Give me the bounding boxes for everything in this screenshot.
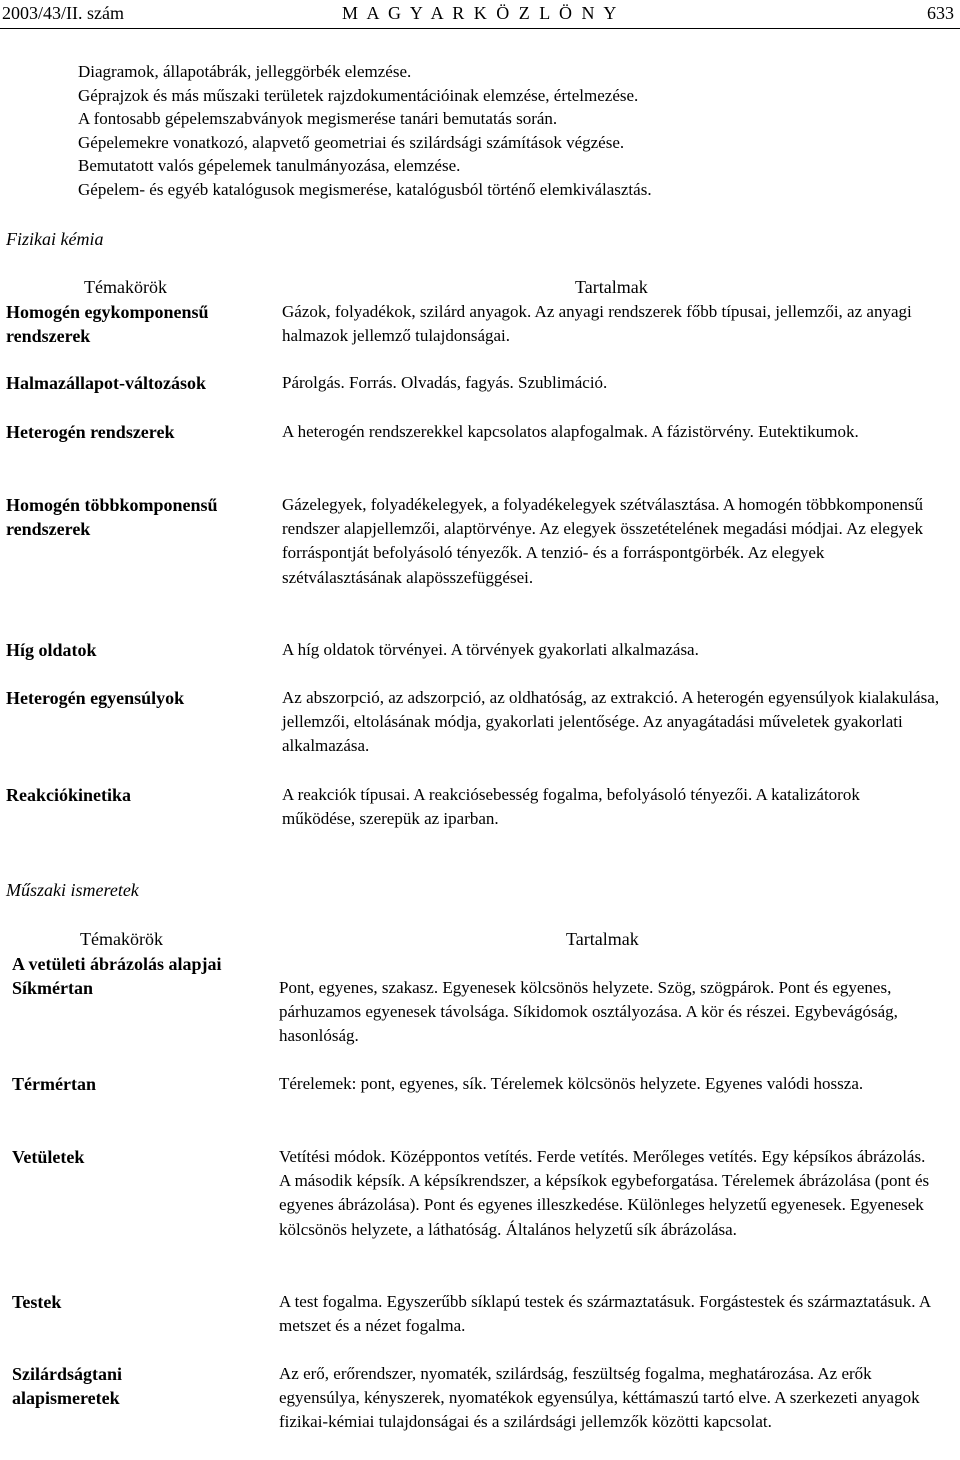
content-cell: Az erő, erőrendszer, nyomaték, szilárdság, feszültség fogalma, meghatározása. Az erők egyensúlya, kényszerek, nyomatékok egyensúlya, kéttámaszú tartó elve. A szerkezeti anyagok fizikai-kémiai tulajdonságai és a szilárdsági jellemzők közötti kapcsolat. (279, 1364, 920, 1432)
topic-cell: Híg oldatok (6, 640, 97, 660)
intro-line: Bemutatott valós gépelemek tanulmányozása, elemzése. (78, 156, 461, 175)
header-rule (0, 28, 960, 29)
content-cell: A reakciók típusai. A reakciósebesség fogalma, befolyásoló tényezői. A katalizátorok működése, szerepük az iparban. (282, 785, 860, 829)
header-journal-title: M A G Y A R K Ö Z L Ö N Y (342, 3, 619, 23)
intro-list (78, 60, 652, 201)
content-cell: A híg oldatok törvényei. A törvények gyakorlati alkalmazása. (282, 640, 699, 659)
section-title-muszaki-ismeretek: Műszaki ismeretek (6, 880, 139, 900)
content-cell: Az abszorpció, az adszorpció, az oldhatóság, az extrakció. A heterogén egyensúlyok kialakulása, jellemzői, eltolásának módja, gyakorlati jelentősége. Az anyagátadási műveletek gyakorlati alkalmazása. (282, 688, 940, 756)
content-cell: A heterogén rendszerekkel kapcsolatos alapfogalmak. A fázistörvény. Eutektikumok. (282, 422, 859, 441)
topic-cell: Homogén többkomponensű rendszerek (6, 495, 218, 539)
content-cell: Vetítési módok. Középpontos vetítés. Ferde vetítés. Merőleges vetítés. Egy képsíkos ábrázolás. A második képsík. A képsíkrendszer, a képsíkok egybeforgatása. Térelemek ábrázolása (pont és egyenes ábrázolása). Pont és egyenes illeszkedése. Különleges helyzetű egyenesek. Egyenesek kölcsönös helyzete, a láthatóság. Általános helyzetű sík ábrázolása. (279, 1147, 930, 1239)
content-cell: Pont, egyenes, szakasz. Egyenesek kölcsönös helyzete. Szög, szögpárok. Pont és egyenes, párhuzamos egyenesek távolsága. Síkidomok osztályozása. A kör és részei. Egybevágóság, hasonlóság. (279, 978, 898, 1046)
topic-cell: Szilárdságtani alapismeretek (12, 1364, 123, 1408)
topic-cell: Vetületek (12, 1147, 85, 1167)
column-header-topics: Témakörök (80, 929, 163, 949)
intro-line: Géprajzok és más műszaki területek rajzdokumentációinak elemzése, értelmezése. (78, 85, 639, 105)
topic-cell: Heterogén rendszerek (6, 422, 175, 442)
content-cell: A test fogalma. Egyszerűbb síklapú testek és származtatásuk. Forgástestek és származtatásuk. A metszet és a nézet fogalma. (279, 1292, 931, 1336)
content-cell: Gázok, folyadékok, szilárd anyagok. Az anyagi rendszerek főbb típusai, jellemzői, az anyagi halmazok jellemző tulajdonságai. (282, 302, 912, 346)
column-header-contents: Tartalmak (566, 929, 639, 949)
header-page-number: 633 (927, 3, 954, 23)
intro-line: A fontosabb gépelemszabványok megismerése tanári bemutatás során. (78, 109, 558, 128)
section-title-fizikai-kemia: Fizikai kémia (6, 229, 104, 249)
subheading-projection-basics: A vetületi ábrázolás alapjai (12, 954, 222, 974)
topic-cell: Térmértan (12, 1074, 96, 1094)
topic-cell: Homogén egykomponensű rendszerek (6, 302, 209, 346)
column-header-contents: Tartalmak (575, 277, 648, 297)
column-header-topics: Témakörök (84, 277, 167, 297)
topic-cell: Reakciókinetika (6, 785, 132, 805)
topic-cell: Halmazállapot-változások (6, 373, 206, 393)
header-issue: 2003/43/II. szám (2, 3, 124, 23)
topic-cell: Testek (12, 1292, 62, 1312)
intro-line: Gépelemekre vonatkozó, alapvető geometriai és szilárdsági számítások végzése. (78, 132, 625, 152)
topic-cell: Síkmértan (12, 978, 93, 998)
content-cell: Gázelegyek, folyadékelegyek, a folyadékelegyek szétválasztása. A homogén többkomponensű rendszer alapjellemzői, alaptörvénye. Az elegyek összetételének megadási módjai. Az elegyek forráspontját befolyásoló tényezők. A tenzió- és a forráspontgörbék. Az elegyek szétválasztásának alapösszefüggései. (282, 495, 924, 587)
topic-cell: Heterogén egyensúlyok (6, 688, 185, 708)
content-cell: Térelemek: pont, egyenes, sík. Térelemek kölcsönös helyzete. Egyenes valódi hossza. (279, 1074, 864, 1093)
intro-line: Diagramok, állapotábrák, jelleggörbék elemzése. (78, 62, 412, 81)
content-cell: Párolgás. Forrás. Olvadás, fagyás. Szublimáció. (282, 373, 608, 392)
intro-line: Gépelem- és egyéb katalógusok megismerése, katalógusból történő elemkiválasztás. (78, 179, 652, 199)
